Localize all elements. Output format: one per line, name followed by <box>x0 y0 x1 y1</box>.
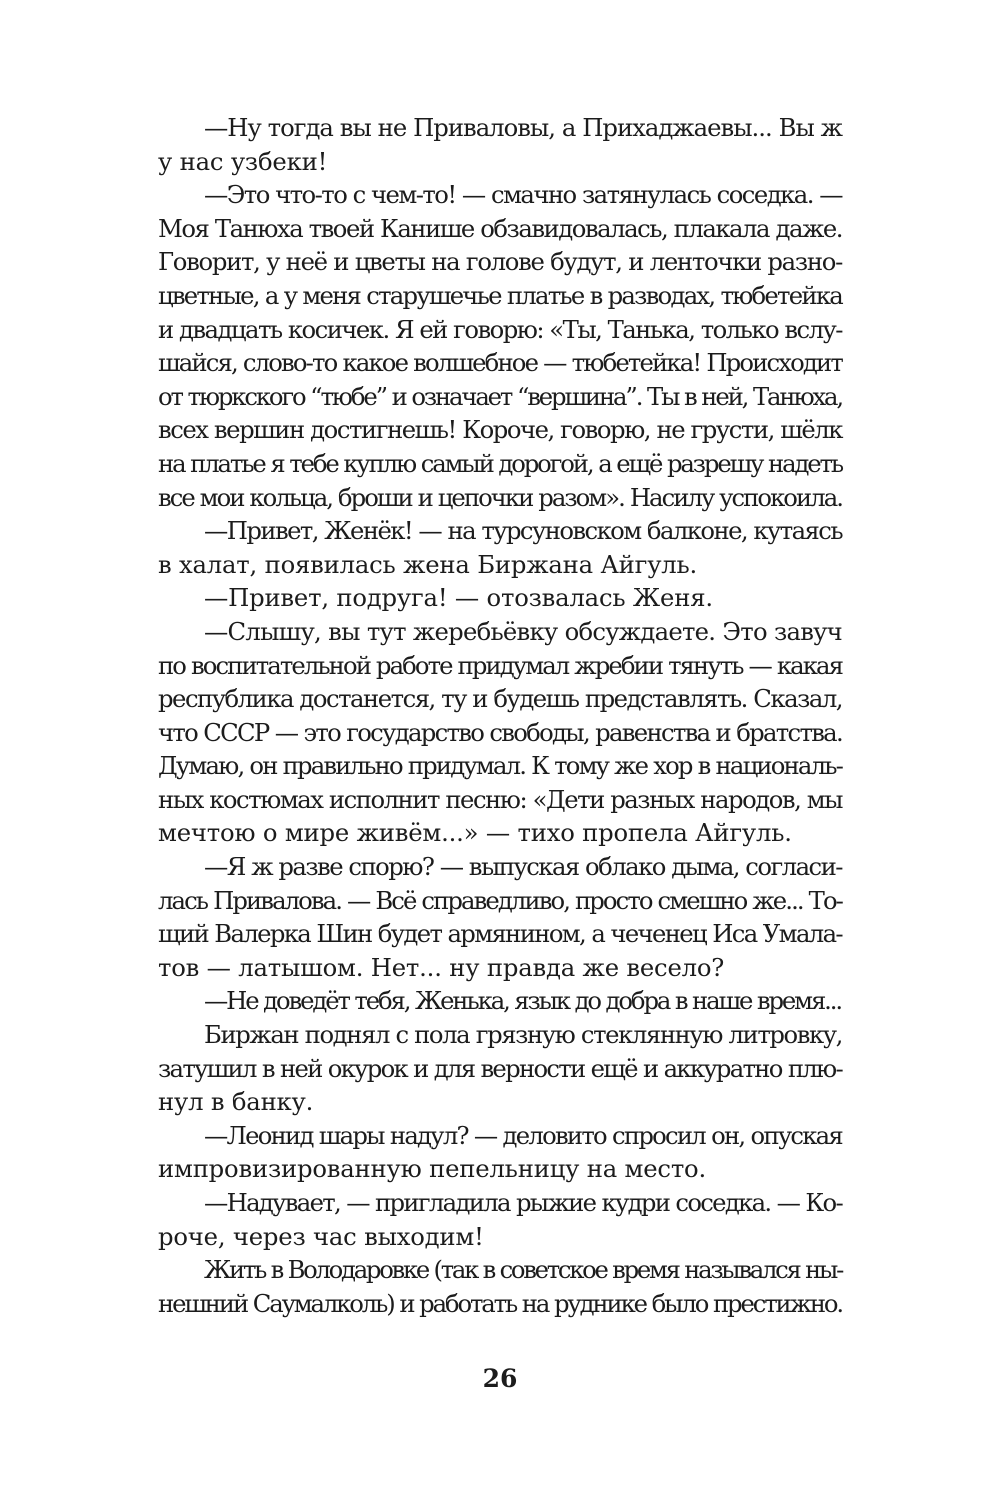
text-line: —Не доведёт тебя, Женька, язык до добра в наше время... <box>204 986 841 1016</box>
text-line: —Слышу, вы тут жеребьёвку обсуждаете. Это завуч <box>204 616 842 646</box>
text-line: роче, через час выходим! <box>158 1221 484 1251</box>
text-line: —Я ж разве спорю? — выпуская облако дыма, согласи- <box>204 852 842 882</box>
text-line: нешний Саумалколь) и работать на руднике было престижно. <box>158 1288 842 1318</box>
text-line: ных костюмах исполнит песню: «Дети разных народов, мы <box>158 784 842 814</box>
text-line: Думаю, он правильно придумал. К тому же хор в националь- <box>158 751 842 781</box>
text-line: тов — латышом. Нет... ну правда же весело? <box>158 952 725 982</box>
text-line: Жить в Володаровке (так в советское время назывался ны- <box>204 1255 842 1285</box>
text-line: цветные, а у меня старушечье платье в разводах, тюбетейка <box>158 280 842 310</box>
text-line: по воспитательной работе придумал жребии тянуть — какая <box>158 650 842 680</box>
text-line: —Привет, Женёк! — на турсуновском балконе, кутаясь <box>204 516 842 546</box>
text-line: Биржан поднял с пола грязную стеклянную литровку, <box>204 1020 842 1050</box>
text-line: щий Валерка Шин будет армянином, а чеченец Иса Умала- <box>158 919 842 949</box>
text-line: на платье я тебе куплю самый дорогой, а ещё разрешу надеть <box>158 448 842 478</box>
text-line: —Леонид шары надул? — деловито спросил он, опуская <box>204 1120 842 1150</box>
text-line: что СССР — это государство свободы, равенства и братства. <box>158 717 842 747</box>
text-line: республика достанется, ту и будешь представлять. Сказал, <box>158 684 842 714</box>
text-line: импровизированную пепельницу на место. <box>158 1154 707 1184</box>
text-line: от тюркского “тюбе” и означает “вершина”. Ты в ней, Танюха, <box>158 381 842 411</box>
text-line: у нас узбеки! <box>158 146 328 176</box>
body-text <box>158 111 842 1320</box>
text-line: лась Привалова. — Всё справедливо, просто смешно же... То- <box>158 885 842 915</box>
text-line: затушил в ней окурок и для верности ещё и аккуратно плю- <box>158 1053 842 1083</box>
text-line: Говорит, у неё и цветы на голове будут, и ленточки разно- <box>158 247 842 277</box>
text-line: всех вершин достигнешь! Короче, говорю, не грусти, шёлк <box>158 415 842 445</box>
text-line: мечтою о мире живём...» — тихо пропела Айгуль. <box>158 818 792 848</box>
text-line: нул в банку. <box>158 1087 314 1117</box>
text-line: шайся, слово-то какое волшебное — тюбетейка! Происходит <box>158 348 842 378</box>
text-line: все мои кольца, броши и цепочки разом». Насилу успокоила. <box>158 482 842 512</box>
text-line: —Ну тогда вы не Приваловы, а Прихаджаевы... Вы ж <box>204 113 842 142</box>
text-line: в халат, появилась жена Биржана Айгуль. <box>158 549 698 579</box>
text-line: Моя Танюха твоей Канише обзавидовалась, плакала даже. <box>158 213 842 243</box>
text-line: и двадцать косичек. Я ей говорю: «Ты, Танька, только вслу- <box>158 314 842 344</box>
text-line: —Надувает, — пригладила рыжие кудри соседка. — Ко- <box>204 1188 842 1217</box>
text-line: —Это что-то с чем-то! — смачно затянулась соседка. — <box>204 180 842 210</box>
text-line: —Привет, подруга! — отозвалась Женя. <box>204 583 713 613</box>
page-number: 26 <box>482 1364 518 1393</box>
